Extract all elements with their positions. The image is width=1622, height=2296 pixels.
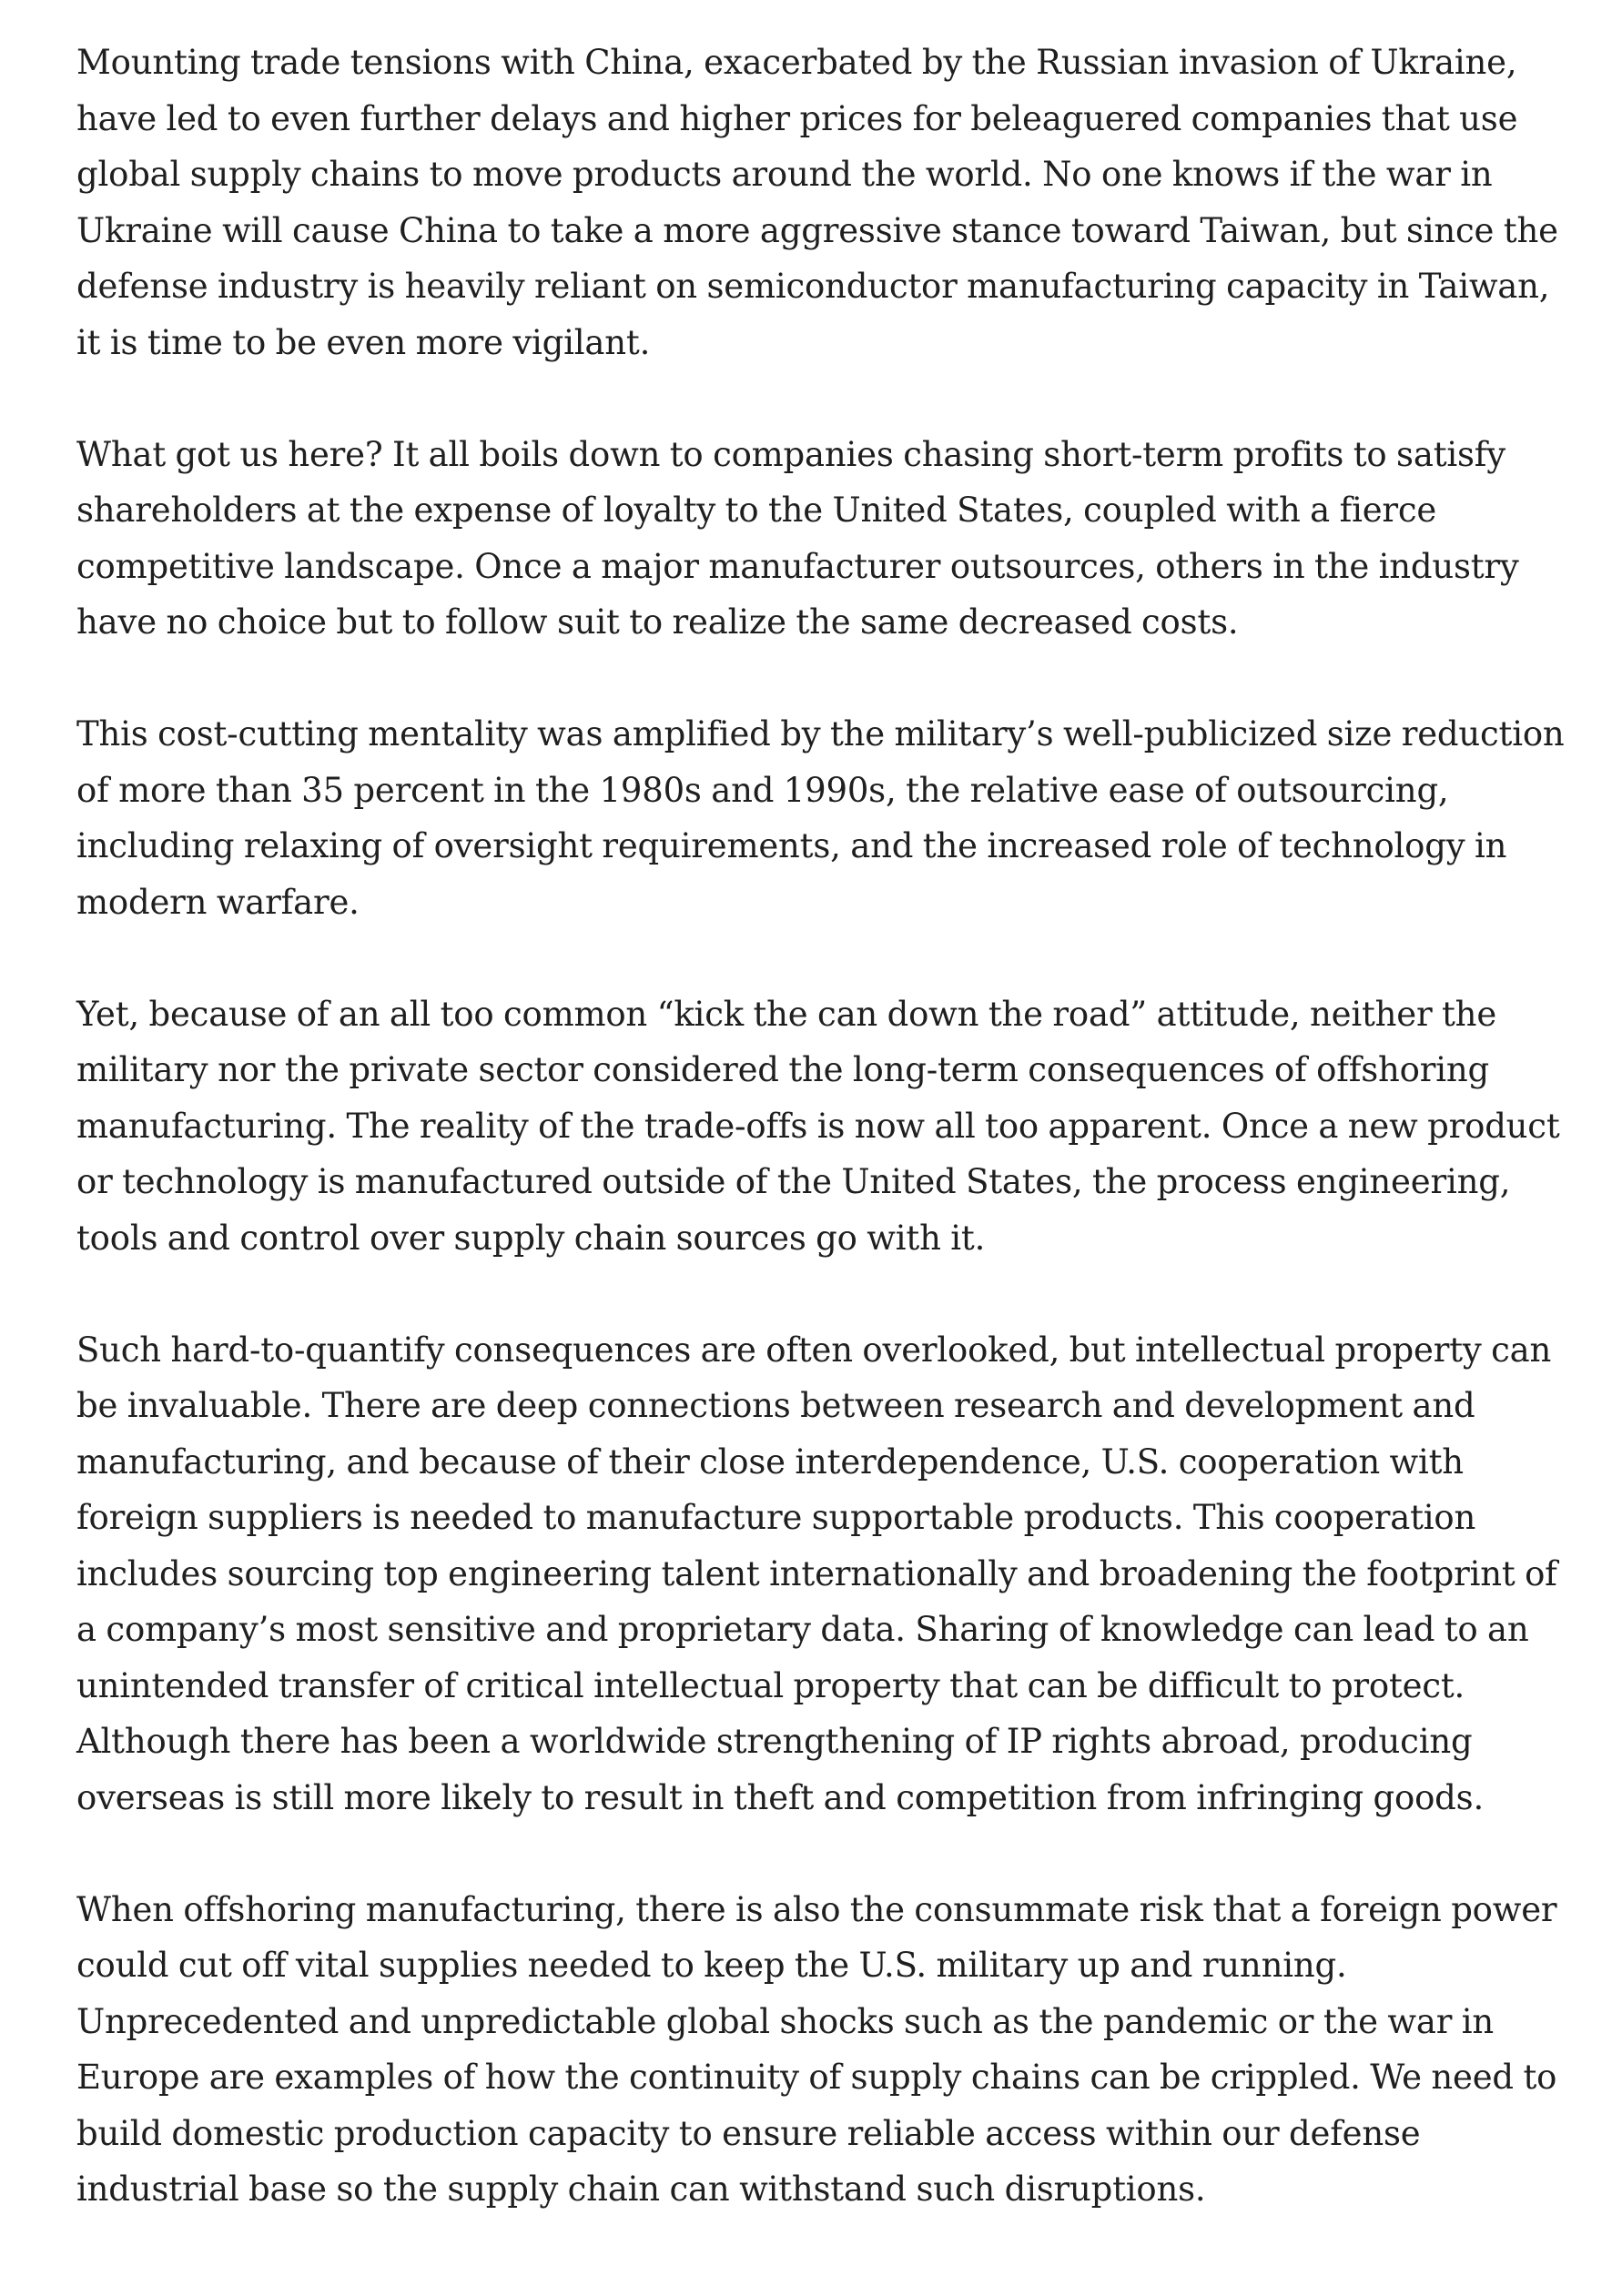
paragraph-2: What got us here? It all boils down to companies chasing short-term profits to satisfy shareholders at the expense of loyalty to the United States, coupled with a fierce competitive landscape. Once a major manufacturer outsources, others in the industry have no choice but to follow suit to realize the same decreased costs. bbox=[76, 434, 1519, 642]
paragraph-4: Yet, because of an all too common “kick the can down the road” attitude, neither the military nor the private sector considered the long-term consequences of offshoring manufacturing. The reality of the trade-offs is now all too apparent. Once a new product or technology is manufactured outside of the United States, the process engineering, tools and control over supply chain sources go with it. bbox=[76, 994, 1560, 1258]
article-body bbox=[76, 35, 1569, 2218]
paragraph-6: When offshoring manufacturing, there is also the consummate risk that a foreign power could cut off vital supplies needed to keep the U.S. military up and running. Unprecedented and unpredictable global shocks such as the pandemic or the war in Europe are examples of how the continuity of supply chains can be crippled. We need to build domestic production capacity to ensure reliable access within our defense industrial base so the supply chain can withstand such disruptions. bbox=[76, 1889, 1557, 2209]
paragraph-5: Such hard-to-quantify consequences are often overlooked, but intellectual property can be invaluable. There are deep connections between research and development and manufacturing, and because of their close interdependence, U.S. cooperation with foreign suppliers is needed to manufacture supportable products. This cooperation includes sourcing top engineering talent internationally and broadening the footprint of a company’s most sensitive and proprietary data. Sharing of knowledge can lead to an unintended transfer of critical intellectual property that can be difficult to protect. Although there has been a worldwide strengthening of IP rights abroad, producing overseas is still more likely to result in theft and competition from infringing goods. bbox=[76, 1330, 1557, 1817]
paragraph-3: This cost-cutting mentality was amplified by the military’s well-publicized size reduction of more than 35 percent in the 1980s and 1990s, the relative ease of outsourcing, including relaxing of oversight requirements, and the increased role of technology in modern warfare. bbox=[76, 714, 1565, 922]
paragraph-1: Mounting trade tensions with China, exacerbated by the Russian invasion of Ukraine, have led to even further delays and higher prices for beleaguered companies that use global supply chains to move products around the world. No one knows if the war in Ukraine will cause China to take a more aggressive stance toward Taiwan, but since the defense industry is heavily reliant on semiconductor manufacturing capacity in Taiwan, it is time to be even more vigilant. bbox=[76, 43, 1558, 362]
